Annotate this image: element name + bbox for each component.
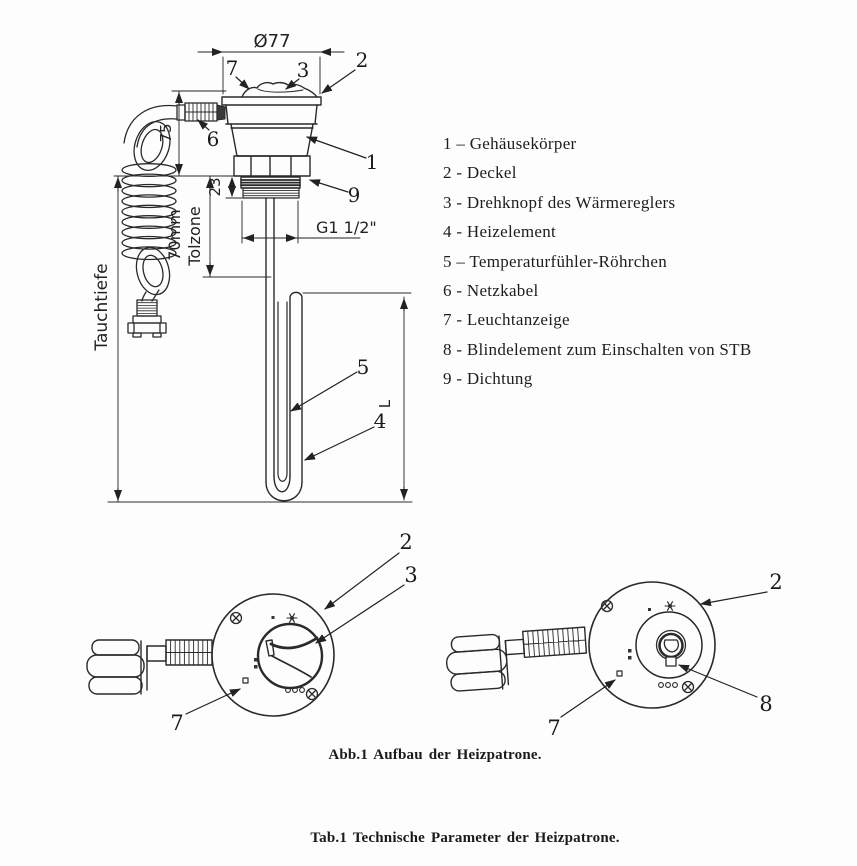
table-caption: Tab.1 Technische Parameter der Heizpatrone.: [310, 830, 620, 846]
callout-leaders-knob-view: [186, 553, 404, 714]
max-heat-icon: [665, 602, 675, 611]
callout-9: 9: [347, 183, 361, 207]
callout-3: 3: [296, 58, 310, 82]
cap-assembly: [222, 83, 321, 198]
plug-left-view: [87, 640, 212, 694]
callout-8c: 8: [759, 692, 773, 716]
indicator-light: [617, 671, 622, 676]
blind-element: [657, 631, 686, 667]
screw-icon: [231, 613, 318, 700]
callout-2: 2: [355, 48, 369, 72]
legend-item-2: 2 - Deckel: [443, 163, 517, 183]
min-mark: [254, 658, 258, 669]
dimension-immersion: [92, 176, 118, 502]
plug-right-view: [445, 627, 589, 693]
bottom-view-blind: [445, 570, 783, 740]
dim-deadzone-value: 70mm: [165, 209, 184, 261]
dim-diameter-label: Ø77: [253, 31, 291, 52]
callout-6: 6: [206, 127, 220, 151]
gasket: [241, 177, 300, 188]
dimension-23: [206, 176, 242, 198]
cable-gland: [177, 103, 225, 121]
legend-item-3: 3 - Drehknopf des Wärmereglers: [443, 192, 676, 212]
callout-7: 7: [225, 56, 239, 80]
dim-immersion-label: Tauchtiefe: [92, 263, 112, 351]
callout-4: 4: [373, 409, 387, 433]
dimension-deadzone: [165, 176, 210, 277]
heating-tube: [266, 198, 302, 501]
legend-item-5: 5 – Temperaturfühler-Röhrchen: [443, 251, 667, 271]
dot-mark: [648, 608, 651, 611]
callout-2c: 2: [769, 570, 783, 594]
legend-item-7: 7 - Leuchtanzeige: [443, 310, 570, 330]
legend-item-4: 4 - Heizelement: [443, 222, 557, 242]
dim-length-label: L: [376, 399, 394, 409]
callout-5: 5: [356, 355, 370, 379]
dim-23-label: 23: [206, 177, 224, 197]
dimension-diameter: [198, 31, 344, 94]
legend-item-8: 8 - Blindelement zum Einschalten von STB: [443, 339, 752, 359]
vent-holes: [659, 683, 678, 688]
heater-section-view: [92, 31, 412, 502]
bottom-view-knob: [87, 530, 418, 735]
legend-item-6: 6 - Netzkabel: [443, 281, 539, 301]
callout-2b: 2: [399, 530, 413, 554]
parts-legend: [443, 129, 752, 394]
callout-1: 1: [365, 150, 379, 174]
callout-7b: 7: [170, 711, 184, 735]
figure-caption: Abb.1 Aufbau der Heizpatrone.: [328, 747, 542, 763]
thermostat-knob: [266, 638, 317, 677]
dimension-thread: [242, 201, 377, 243]
dim-75-label: 75: [157, 123, 175, 143]
min-mark: [628, 649, 632, 660]
plug-side-view: [128, 290, 166, 337]
dot-mark: [272, 616, 275, 619]
dim-deadzone-label: Tolzone: [185, 206, 204, 266]
legend-item-1: 1 – Gehäusekörper: [443, 134, 577, 153]
max-heat-icon: [287, 614, 297, 623]
callout-3b: 3: [404, 563, 418, 587]
sensor-tube: [278, 302, 287, 481]
indicator-light: [243, 678, 248, 683]
dim-thread-label: G1 1/2": [316, 218, 377, 237]
callout-7c: 7: [547, 716, 561, 740]
dimension-length: [373, 297, 404, 500]
legend-item-9: 9 - Dichtung: [443, 369, 533, 389]
